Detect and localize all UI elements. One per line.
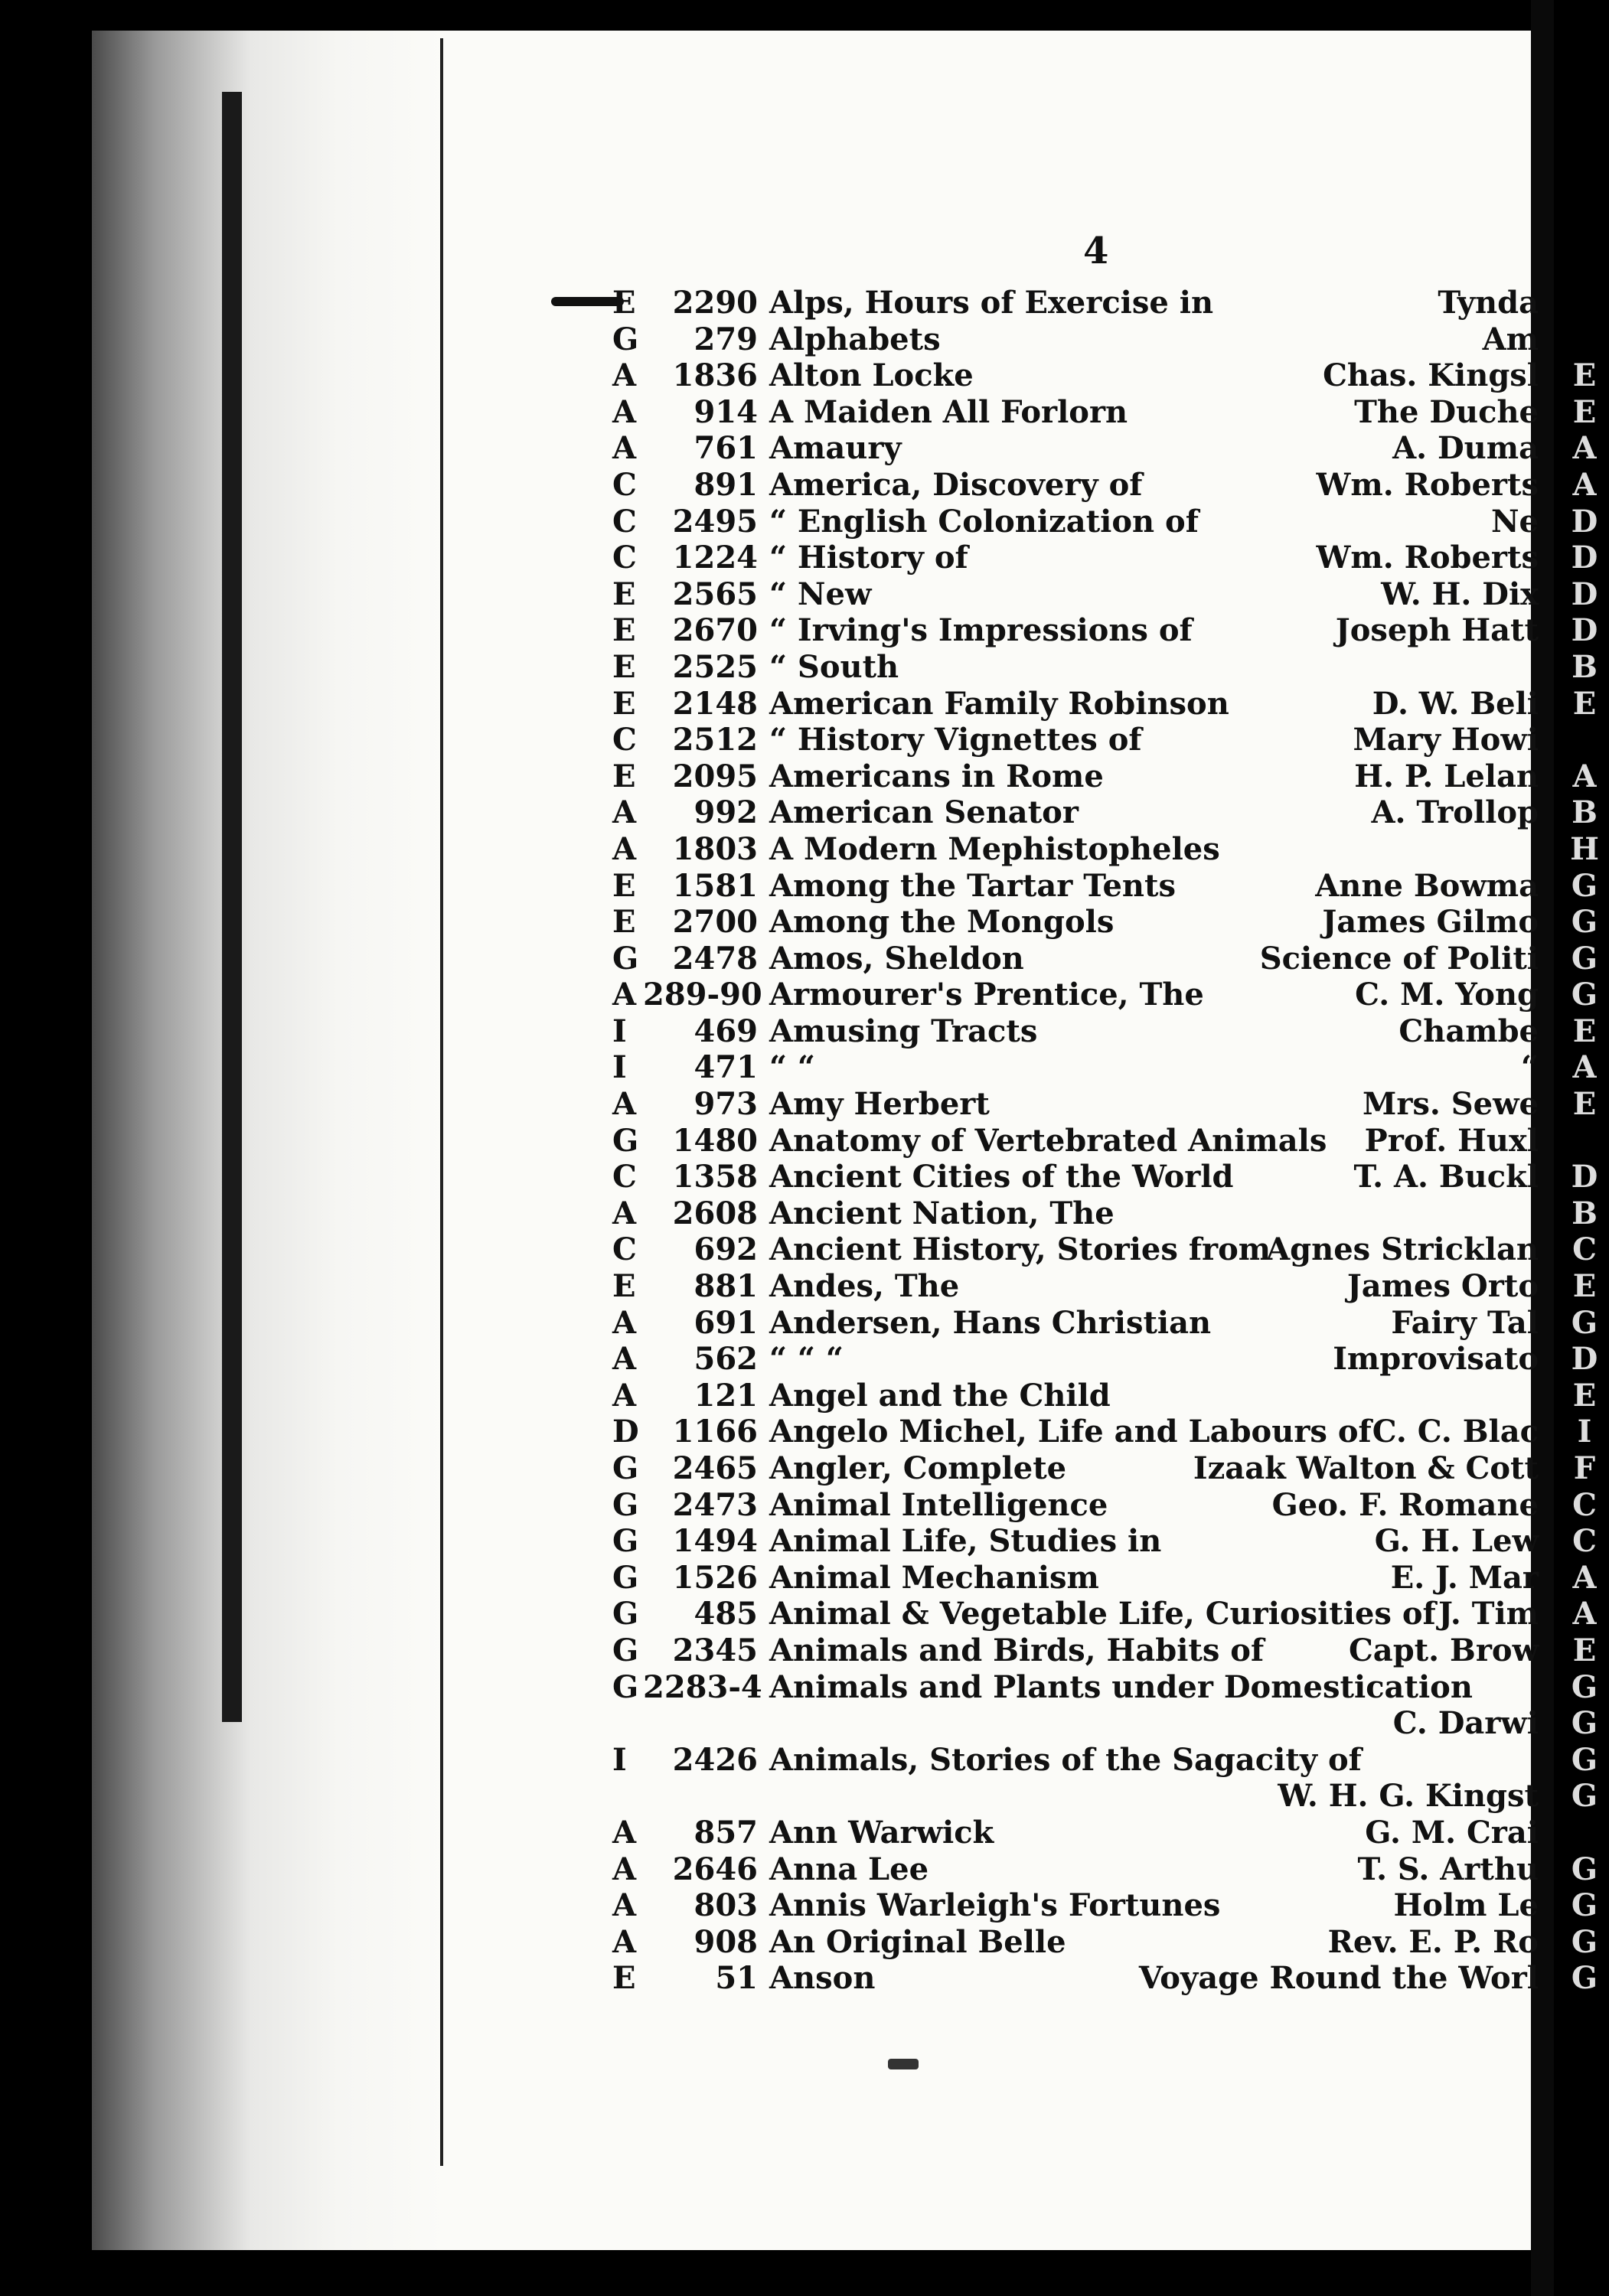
shelf-class: C — [612, 503, 637, 540]
catalog-number: 2525 — [672, 648, 758, 685]
catalog-number: 2290 — [672, 285, 758, 321]
catalog-entry — [612, 1414, 1539, 1450]
shelf-class: G — [612, 1632, 639, 1668]
book-author: Joseph Hatt — [1335, 612, 1539, 649]
catalog-number: 2345 — [672, 1632, 758, 1668]
book-title: Ancient History, Stories from — [769, 1231, 1271, 1268]
side-letter: E — [1572, 1086, 1597, 1123]
catalog-entry — [612, 1705, 1539, 1742]
book-title: Anatomy of Vertebrated Animals — [769, 1122, 1327, 1159]
book-title: Animals and Birds, Habits of — [769, 1632, 1265, 1668]
catalog-number: 1166 — [672, 1414, 758, 1450]
catalog-number: 1480 — [672, 1122, 758, 1159]
catalog-number: 2465 — [672, 1450, 758, 1486]
book-title: Animals, Stories of the Sagacity of — [769, 1741, 1362, 1778]
book-author: D. W. Beli — [1372, 685, 1539, 722]
book-author: James Orto — [1346, 1268, 1539, 1305]
catalog-entry — [612, 1049, 1539, 1086]
catalog-number: 471 — [694, 1049, 758, 1086]
book-author: W. H. G. Kingst — [1278, 1778, 1539, 1815]
side-letter: A — [1572, 1049, 1597, 1086]
catalog-entry — [612, 1195, 1539, 1232]
catalog-entry — [612, 1742, 1539, 1779]
shelf-class: G — [612, 321, 639, 357]
catalog-number: 761 — [694, 430, 758, 467]
catalog-number: 2565 — [672, 576, 758, 612]
shelf-class: A — [612, 1304, 637, 1341]
book-title: Angler, Complete — [769, 1450, 1067, 1486]
side-letter: G — [1571, 1923, 1598, 1960]
shelf-class: A — [612, 1086, 637, 1123]
book-author: A. Trollop — [1371, 794, 1539, 831]
catalog-entry — [612, 430, 1539, 467]
shelf-class: G — [612, 1523, 639, 1560]
book-title: Animal & Vegetable Life, Curiosities of — [769, 1596, 1436, 1632]
catalog-entry — [612, 1960, 1539, 1997]
catalog-entry — [612, 1378, 1539, 1414]
book-title: Alps, Hours of Exercise in — [769, 285, 1214, 321]
book-title: Amos, Sheldon — [769, 940, 1024, 977]
book-author: Anne Bowma — [1315, 867, 1539, 904]
book-author: Capt. Brow — [1348, 1632, 1539, 1668]
side-letter: C — [1572, 1231, 1597, 1268]
book-author: Voyage Round the Worl — [1138, 1960, 1539, 1997]
book-author: C. Darwi — [1392, 1705, 1539, 1742]
book-author: Izaak Walton & Cott — [1193, 1450, 1539, 1486]
catalog-entry — [612, 1086, 1539, 1123]
catalog-number: 1581 — [672, 867, 758, 904]
catalog-number: 908 — [694, 1923, 758, 1960]
book-author: G. H. Lew — [1374, 1523, 1539, 1560]
side-letter — [1569, 285, 1600, 321]
catalog-number: 279 — [694, 321, 758, 357]
book-title: “ History Vignettes of — [769, 722, 1142, 758]
side-letter — [1569, 1123, 1600, 1159]
shelf-class: C — [612, 540, 637, 576]
book-author: Chas. Kingsl — [1323, 357, 1539, 394]
shelf-class: A — [612, 830, 637, 867]
catalog-number: 1494 — [672, 1523, 758, 1560]
side-letter: A — [1572, 466, 1597, 503]
book-author: James Gilmo — [1322, 904, 1539, 941]
catalog-entry — [612, 394, 1539, 431]
catalog-entry — [612, 1596, 1539, 1632]
catalog-entry — [612, 868, 1539, 905]
catalog-entry — [612, 285, 1539, 321]
shelf-class: E — [612, 685, 636, 722]
shelf-class: E — [612, 867, 636, 904]
catalog-entry — [612, 758, 1539, 795]
catalog-entry — [612, 1851, 1539, 1888]
book-author: H. P. Lelan — [1354, 758, 1539, 794]
side-letter: D — [1571, 503, 1598, 540]
catalog-number: 692 — [694, 1231, 758, 1268]
shelf-class: A — [612, 1377, 637, 1414]
shelf-class: G — [612, 1559, 639, 1596]
catalog-number: 289-90 — [643, 977, 762, 1013]
side-letter: A — [1572, 758, 1597, 794]
book-title: Armourer's Prentice, The — [769, 977, 1204, 1013]
catalog-entry — [612, 649, 1539, 686]
catalog-number: 469 — [694, 1013, 758, 1049]
shelf-class: A — [612, 1814, 637, 1851]
side-letter — [1569, 321, 1600, 358]
catalog-number: 2426 — [672, 1741, 758, 1778]
side-letter: E — [1572, 1377, 1597, 1414]
shelf-class: A — [612, 794, 637, 831]
catalog-number: 803 — [694, 1887, 758, 1924]
catalog-entry — [612, 1013, 1539, 1050]
catalog-number: 914 — [694, 393, 758, 430]
book-title: “ New — [769, 576, 872, 612]
side-letter: G — [1571, 1851, 1598, 1887]
catalog-number: 857 — [694, 1814, 758, 1851]
side-letter: G — [1571, 1304, 1598, 1341]
shelf-class: A — [612, 977, 637, 1013]
shelf-class: G — [612, 1122, 639, 1159]
side-letter: I — [1577, 1414, 1592, 1450]
book-title: “ South — [769, 648, 899, 685]
book-author: Am — [1482, 321, 1539, 357]
catalog-entry — [612, 1231, 1539, 1268]
side-letter: G — [1571, 904, 1598, 941]
side-letter: D — [1571, 1341, 1598, 1378]
catalog-entry — [612, 794, 1539, 831]
book-author: The Duche — [1354, 393, 1539, 430]
book-title: Anna Lee — [769, 1851, 929, 1887]
book-author: C. C. Blac — [1372, 1414, 1539, 1450]
catalog-entry — [612, 1123, 1539, 1159]
book-author: Prof. Huxl — [1364, 1122, 1539, 1159]
catalog-entry — [612, 904, 1539, 941]
book-title: Andes, The — [769, 1268, 960, 1305]
book-author: “ — [1520, 1049, 1539, 1086]
catalog-entry — [612, 1523, 1539, 1560]
book-author: Chambe — [1398, 1013, 1539, 1049]
book-author: Wm. Roberts — [1316, 540, 1539, 576]
book-title: Ancient Nation, The — [769, 1195, 1115, 1231]
side-letter: H — [1570, 830, 1599, 867]
side-letter: B — [1571, 794, 1598, 831]
side-letter: D — [1571, 540, 1598, 576]
catalog-number: 2495 — [672, 503, 758, 540]
catalog-number: 1358 — [672, 1159, 758, 1195]
shelf-class: A — [612, 1341, 637, 1378]
binding-shadow — [92, 31, 444, 2250]
shelf-class: I — [612, 1013, 627, 1049]
adjacent-column-letters — [1569, 285, 1600, 1997]
catalog-entry — [612, 1632, 1539, 1669]
catalog-number: 2608 — [672, 1195, 758, 1231]
book-title: “ History of — [769, 540, 968, 576]
side-letter: G — [1571, 1668, 1598, 1705]
book-title: “ “ “ — [769, 1341, 844, 1378]
book-author: J. Tim — [1438, 1596, 1539, 1632]
shelf-class: A — [612, 393, 637, 430]
book-title: Ann Warwick — [769, 1814, 994, 1851]
page-number: 4 — [1083, 230, 1109, 272]
book-title: Anson — [769, 1960, 876, 1997]
shelf-class: E — [612, 758, 636, 794]
side-letter: G — [1571, 977, 1598, 1013]
catalog-entry — [612, 467, 1539, 504]
catalog-number: 51 — [715, 1960, 758, 1997]
side-letter: B — [1571, 648, 1598, 685]
book-title: Among the Tartar Tents — [769, 867, 1176, 904]
shelf-class: A — [612, 1923, 637, 1960]
catalog-entry — [612, 1887, 1539, 1924]
catalog-number: 691 — [694, 1304, 758, 1341]
book-author: Improvisato — [1333, 1341, 1539, 1378]
shelf-class: G — [612, 1486, 639, 1523]
catalog-entry — [612, 612, 1539, 649]
side-letter: C — [1572, 1486, 1597, 1523]
catalog-entry — [612, 321, 1539, 358]
shelf-class: C — [612, 722, 637, 758]
book-title: American Senator — [769, 794, 1079, 831]
book-title: Animal Mechanism — [769, 1559, 1099, 1596]
side-letter: E — [1572, 1268, 1597, 1305]
catalog-number: 485 — [694, 1596, 758, 1632]
book-title: Amusing Tracts — [769, 1013, 1038, 1049]
side-letter: E — [1572, 685, 1597, 722]
catalog-number: 1526 — [672, 1559, 758, 1596]
book-author: Mary Howi — [1353, 722, 1539, 758]
catalog-number: 2148 — [672, 685, 758, 722]
catalog-entry — [612, 1159, 1539, 1195]
side-letter — [1569, 722, 1600, 758]
book-author: T. S. Arthu — [1357, 1851, 1539, 1887]
book-title: Amaury — [769, 430, 902, 467]
side-letter: G — [1571, 940, 1598, 977]
catalog-entry — [612, 1487, 1539, 1524]
catalog-entries — [612, 285, 1539, 1997]
shelf-class: A — [612, 430, 637, 467]
book-author: Tynda — [1438, 285, 1539, 321]
book-title: Angelo Michel, Life and Labours of — [769, 1414, 1372, 1450]
side-letter: E — [1572, 393, 1597, 430]
catalog-entry — [612, 1669, 1539, 1706]
catalog-entry — [612, 357, 1539, 394]
book-title: Andersen, Hans Christian — [769, 1304, 1212, 1341]
shelf-class: G — [612, 1450, 639, 1486]
catalog-number: 2700 — [672, 904, 758, 941]
side-letter: E — [1572, 1013, 1597, 1049]
book-title: Animal Intelligence — [769, 1486, 1108, 1523]
catalog-entry — [612, 941, 1539, 977]
book-title: “ Irving's Impressions of — [769, 612, 1193, 649]
side-letter: G — [1571, 1705, 1598, 1742]
book-title: Alton Locke — [769, 357, 974, 394]
book-author: A. Duma — [1392, 430, 1539, 467]
catalog-entry — [612, 1450, 1539, 1487]
shelf-class: D — [612, 1414, 639, 1450]
shelf-class: E — [612, 1960, 636, 1997]
catalog-entry — [612, 1778, 1539, 1815]
catalog-number: 891 — [694, 466, 758, 503]
shelf-class: I — [612, 1741, 627, 1778]
side-letter: G — [1571, 1960, 1598, 1997]
catalog-entry — [612, 1560, 1539, 1596]
shelf-class: A — [612, 1887, 637, 1924]
catalog-entry — [612, 831, 1539, 868]
book-author: C. M. Yong — [1355, 977, 1539, 1013]
book-title: Angel and the Child — [769, 1377, 1111, 1414]
catalog-entry — [612, 1815, 1539, 1851]
catalog-number: 2478 — [672, 940, 758, 977]
catalog-number: 121 — [694, 1377, 758, 1414]
catalog-number: 1803 — [672, 830, 758, 867]
book-title: American Family Robinson — [769, 685, 1229, 722]
side-letter: A — [1572, 1559, 1597, 1596]
catalog-entry — [612, 504, 1539, 540]
side-letter: D — [1571, 576, 1598, 612]
margin-rule — [440, 38, 443, 2166]
catalog-number: 2670 — [672, 612, 758, 649]
footer-ornament — [888, 2059, 919, 2069]
book-title: Animal Life, Studies in — [769, 1523, 1162, 1560]
catalog-entry — [612, 1924, 1539, 1961]
catalog-number: 1224 — [672, 540, 758, 576]
catalog-number: 2646 — [672, 1851, 758, 1887]
catalog-entry — [612, 686, 1539, 722]
side-letter: D — [1571, 612, 1598, 649]
book-title: A Modern Mephistopheles — [769, 830, 1220, 867]
side-letter — [1569, 1815, 1600, 1851]
book-author: Ne — [1490, 503, 1539, 540]
book-title: Among the Mongols — [769, 904, 1115, 941]
book-author: Holm Le — [1393, 1887, 1539, 1924]
side-letter: E — [1572, 1632, 1597, 1668]
side-letter: A — [1572, 1596, 1597, 1632]
book-title: America, Discovery of — [769, 466, 1143, 503]
catalog-entry — [612, 576, 1539, 613]
book-author: Mrs. Sewe — [1363, 1086, 1539, 1123]
catalog-entry — [612, 1268, 1539, 1305]
book-title: “ English Colonization of — [769, 503, 1199, 540]
shelf-class: A — [612, 1851, 637, 1887]
side-letter: E — [1572, 357, 1597, 394]
side-letter: G — [1571, 1887, 1598, 1924]
catalog-entry — [612, 540, 1539, 576]
shelf-class: A — [612, 357, 637, 394]
side-letter: G — [1571, 1778, 1598, 1815]
side-letter: B — [1571, 1195, 1598, 1231]
catalog-entry — [612, 722, 1539, 758]
shelf-class: G — [612, 940, 639, 977]
catalog-number: 1836 — [672, 357, 758, 394]
shelf-class: E — [612, 648, 636, 685]
book-title: Alphabets — [769, 321, 941, 357]
catalog-number: 2512 — [672, 722, 758, 758]
book-author: Wm. Roberts — [1316, 466, 1539, 503]
shelf-class: E — [612, 576, 636, 612]
book-title: Annis Warleigh's Fortunes — [769, 1887, 1221, 1924]
catalog-number: 992 — [694, 794, 758, 831]
book-author: Fairy Tal — [1391, 1304, 1539, 1341]
book-title: A Maiden All Forlorn — [769, 393, 1128, 430]
shelf-class: G — [612, 1668, 639, 1705]
shelf-class: E — [612, 285, 636, 321]
shelf-class: C — [612, 1159, 637, 1195]
catalog-entry — [612, 1305, 1539, 1342]
book-title: Ancient Cities of the World — [769, 1159, 1234, 1195]
side-letter: A — [1572, 430, 1597, 467]
book-author: E. J. Mar — [1390, 1559, 1539, 1596]
book-title: Americans in Rome — [769, 758, 1104, 794]
book-author: G. M. Crai — [1365, 1814, 1539, 1851]
shelf-class: I — [612, 1049, 627, 1086]
catalog-number: 973 — [694, 1086, 758, 1123]
shelf-class: E — [612, 904, 636, 941]
catalog-entry — [612, 977, 1539, 1013]
side-letter: G — [1571, 1741, 1598, 1778]
shelf-class: C — [612, 466, 637, 503]
shelf-class: C — [612, 1231, 637, 1268]
catalog-number: 881 — [694, 1268, 758, 1305]
side-letter: G — [1571, 867, 1598, 904]
catalog-entry — [612, 1341, 1539, 1378]
shelf-class: G — [612, 1596, 639, 1632]
book-author: Agnes Stricklan — [1266, 1231, 1539, 1268]
side-letter: F — [1573, 1450, 1596, 1486]
binding-stripe — [222, 92, 242, 1722]
book-title: An Original Belle — [769, 1923, 1066, 1960]
book-author: Science of Politi — [1259, 940, 1539, 977]
book-author: Rev. E. P. Ro — [1327, 1923, 1539, 1960]
book-title: Amy Herbert — [769, 1086, 990, 1123]
book-author: Geo. F. Romane — [1271, 1486, 1539, 1523]
shelf-class: E — [612, 612, 636, 649]
shelf-class: E — [612, 1268, 636, 1305]
side-letter: D — [1571, 1159, 1598, 1195]
shelf-class: A — [612, 1195, 637, 1231]
catalog-number: 2473 — [672, 1486, 758, 1523]
catalog-number: 562 — [694, 1341, 758, 1378]
book-author: W. H. Dix — [1381, 576, 1539, 612]
book-title: “ “ — [769, 1049, 815, 1086]
catalog-number: 2095 — [672, 758, 758, 794]
side-letter: C — [1572, 1523, 1597, 1560]
book-title: Animals and Plants under Domestication — [769, 1668, 1473, 1705]
catalog-number: 2283-4 — [643, 1668, 762, 1705]
book-author: T. A. Buckl — [1353, 1159, 1539, 1195]
